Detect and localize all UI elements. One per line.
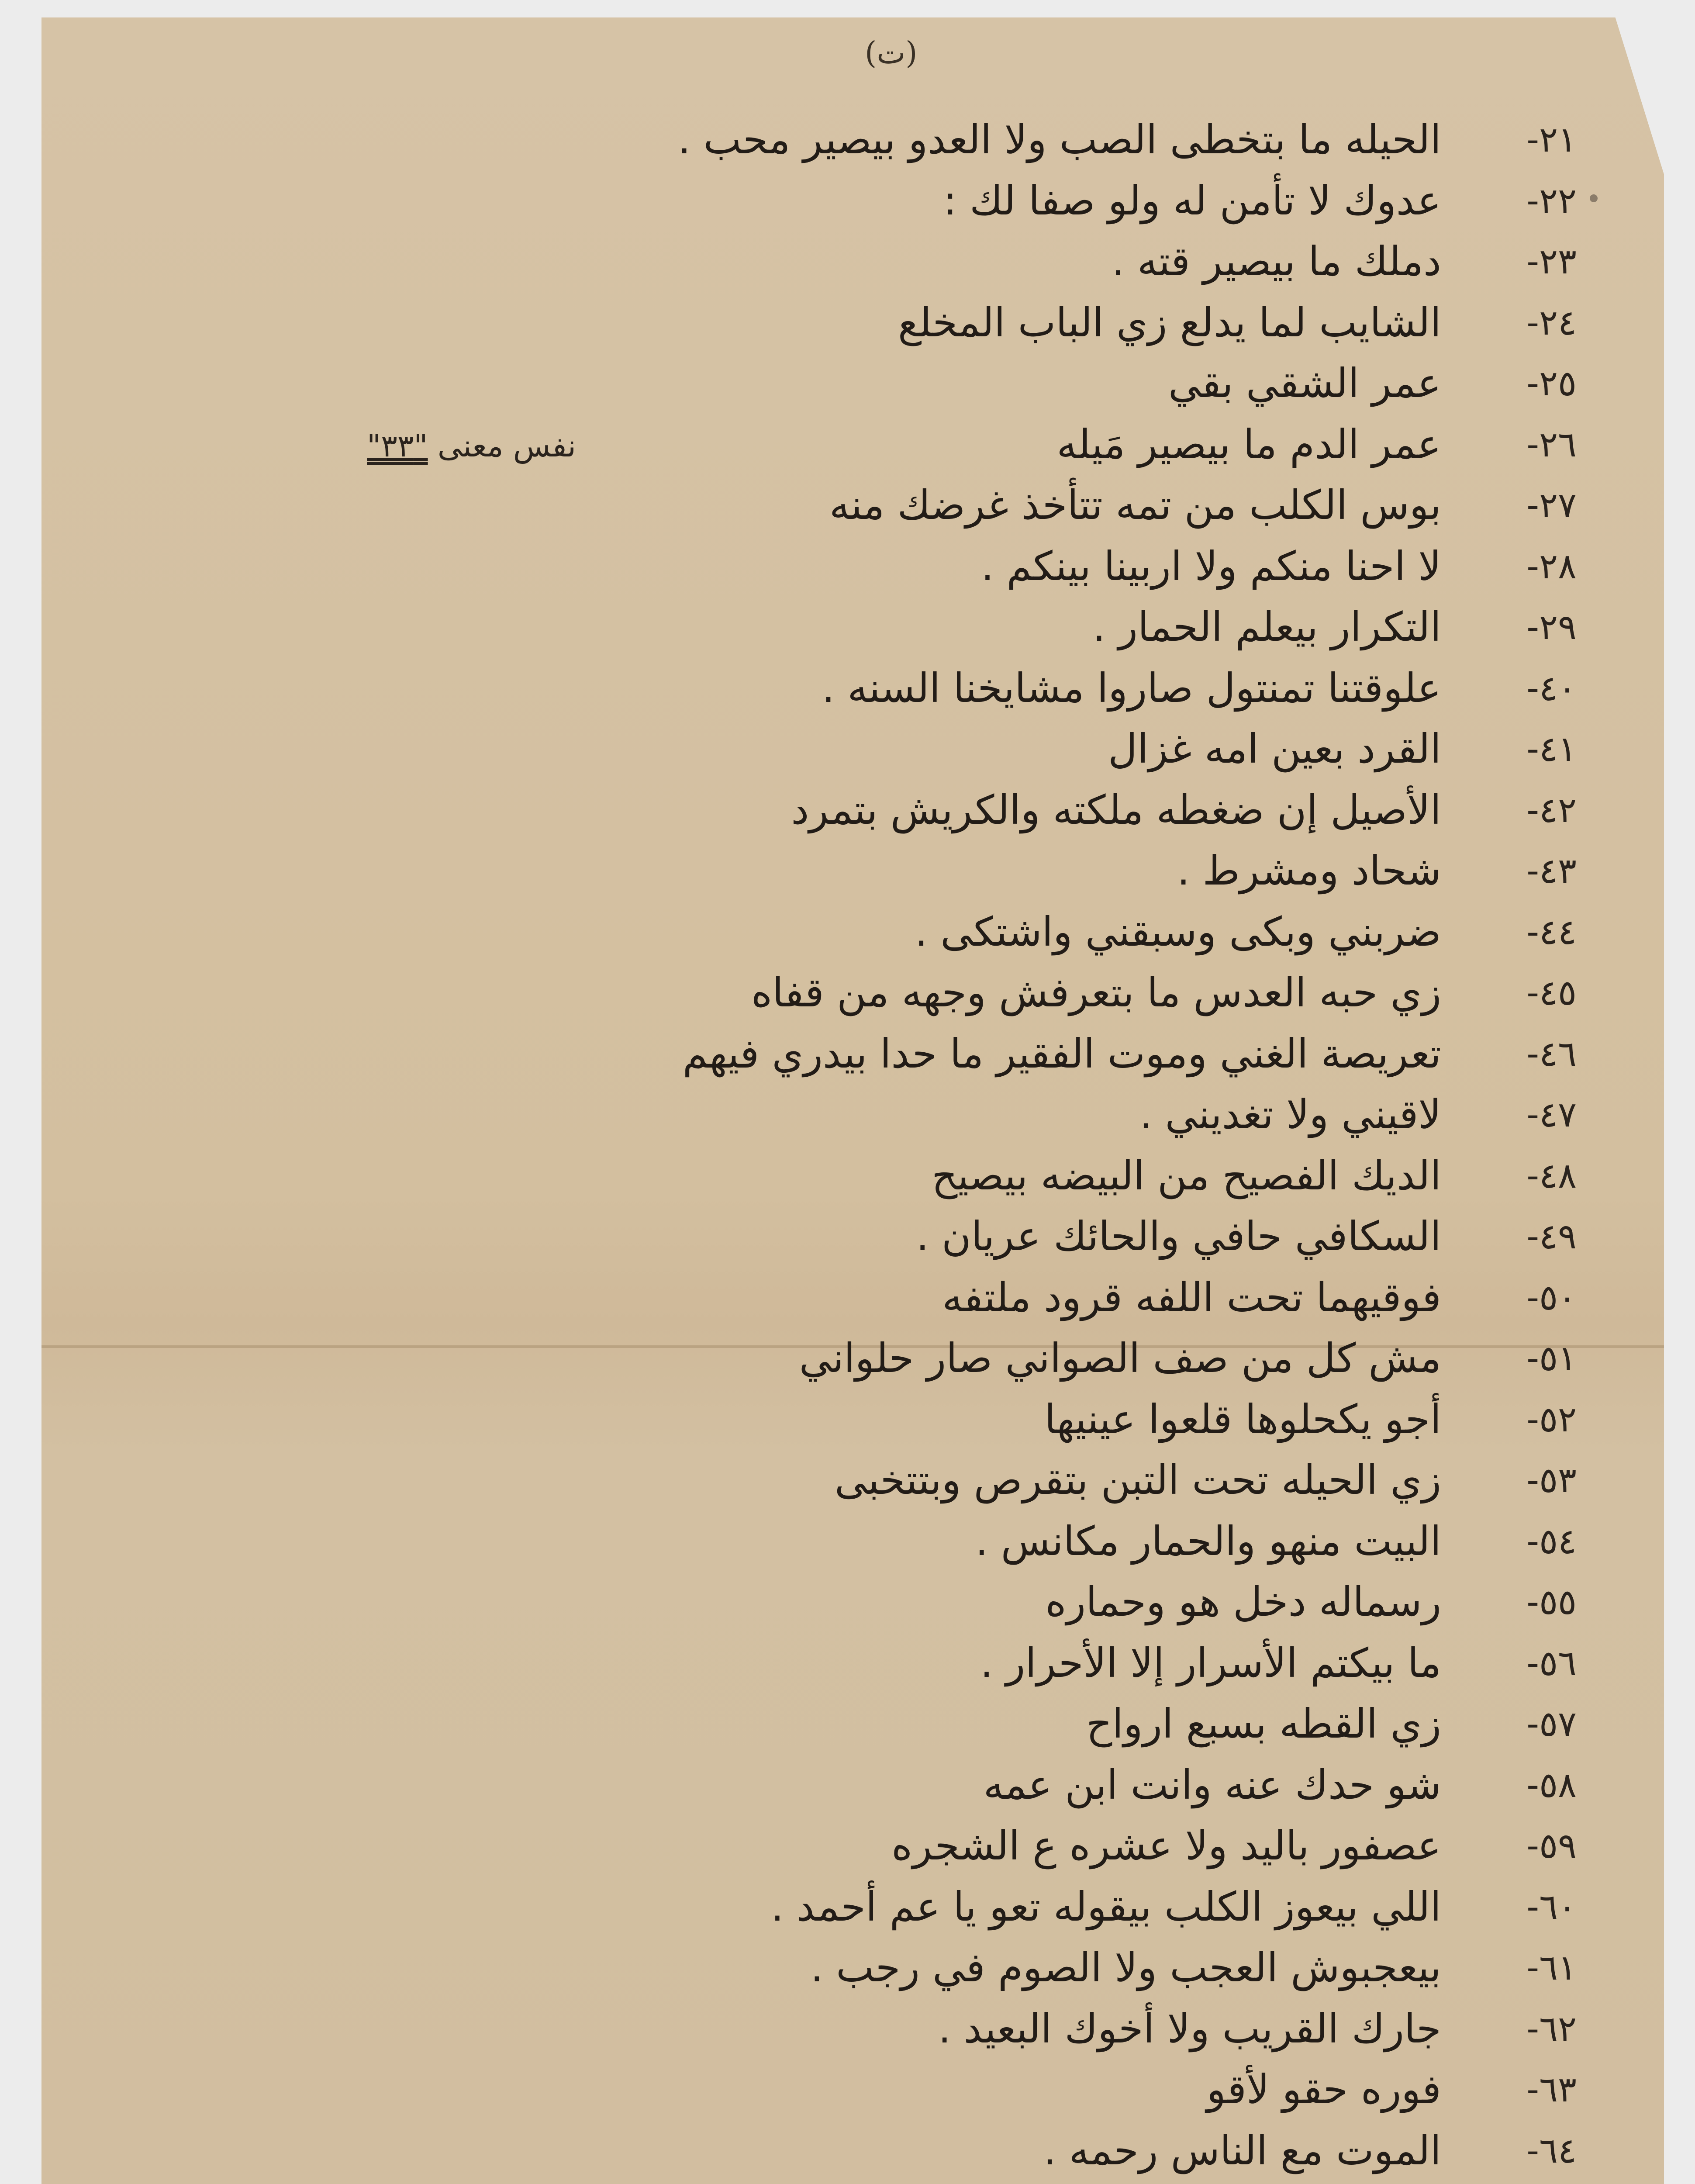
proverb-entry bbox=[144, 414, 1577, 475]
proverb-text: رسماله دخل هو وحماره bbox=[1045, 1579, 1441, 1625]
page-mark: (ت) bbox=[865, 35, 918, 71]
proverb-number: ٥٠- bbox=[1526, 1277, 1577, 1318]
proverb-number: ٦٢- bbox=[1526, 2008, 1577, 2049]
proverb-entry bbox=[144, 1023, 1577, 1085]
proverb-text: شحاد ومشرط . bbox=[1177, 847, 1441, 894]
proverb-number: ٤٤- bbox=[1526, 911, 1577, 952]
margin-note bbox=[367, 428, 576, 464]
proverb-entry bbox=[144, 1572, 1577, 1633]
proverb-entry bbox=[144, 597, 1577, 658]
proverb-number: ٥٦- bbox=[1526, 1642, 1577, 1683]
proverb-entry bbox=[144, 536, 1577, 597]
proverb-number: ٥٧- bbox=[1526, 1704, 1577, 1744]
proverb-number: ٥٥- bbox=[1526, 1582, 1577, 1622]
proverb-number: ٦٣- bbox=[1526, 2069, 1577, 2110]
proverb-entry bbox=[144, 1755, 1577, 1816]
proverb-text: عمر الشقي بقي bbox=[1168, 360, 1441, 407]
proverb-text: عدوك لا تأمن له ولو صفا لك : bbox=[943, 177, 1441, 224]
proverb-text: ما بيكتم الأسرار إلا الأحرار . bbox=[980, 1639, 1441, 1686]
ink-dot bbox=[1590, 194, 1598, 202]
proverb-entry bbox=[144, 962, 1577, 1023]
proverb-entry bbox=[144, 2120, 1577, 2181]
proverb-number: ٤٩- bbox=[1526, 1216, 1577, 1257]
proverb-text: أجو يكحلوها قلعوا عينيها bbox=[1044, 1396, 1441, 1443]
proverb-text: فوره حقو لأقو bbox=[1206, 2066, 1441, 2113]
proverb-entry bbox=[144, 1693, 1577, 1755]
proverb-number: ٤٥- bbox=[1526, 972, 1577, 1013]
proverb-number: ٦٤- bbox=[1526, 2130, 1577, 2171]
proverb-entry bbox=[144, 1206, 1577, 1267]
proverb-text: شو حدك عنه وانت ابن عمه bbox=[983, 1761, 1441, 1808]
proverb-text: زي القطه بسبع ارواح bbox=[1086, 1700, 1441, 1747]
proverb-text: القرد بعين امه غزال bbox=[1108, 726, 1441, 772]
proverb-number: ٢٤- bbox=[1526, 302, 1577, 343]
proverb-entry bbox=[144, 840, 1577, 902]
proverb-entry bbox=[144, 2059, 1577, 2120]
proverb-entry bbox=[144, 1511, 1577, 1572]
proverb-number: ٥٣- bbox=[1526, 1460, 1577, 1500]
proverb-entry bbox=[144, 353, 1577, 414]
proverb-number: ٥٨- bbox=[1526, 1764, 1577, 1805]
proverb-entry bbox=[144, 292, 1577, 353]
proverb-text: الموت مع الناس رحمه . bbox=[1043, 2127, 1441, 2174]
proverb-number: ٥٢- bbox=[1526, 1399, 1577, 1440]
proverb-entry bbox=[144, 719, 1577, 780]
proverb-entry bbox=[144, 1328, 1577, 1389]
proverb-text: لاقيني ولا تغديني . bbox=[1139, 1091, 1441, 1138]
proverb-text: ضربني وبكى وسبقني واشتكى . bbox=[915, 908, 1441, 955]
proverb-number: ٢٨- bbox=[1526, 546, 1577, 587]
proverb-text: فوقيهما تحت اللفه قرود ملتفه bbox=[942, 1274, 1441, 1321]
proverb-number: ٤٢- bbox=[1526, 789, 1577, 830]
proverb-text: الحيله ما بتخطى الصب ولا العدو بيصير محب . bbox=[678, 116, 1441, 163]
proverb-text: زي حبه العدس ما بتعرفش وجهه من قفاه bbox=[751, 969, 1441, 1016]
proverb-number: ٤٠- bbox=[1526, 667, 1577, 708]
proverb-number: ٢٣- bbox=[1526, 241, 1577, 282]
proverb-entry bbox=[144, 780, 1577, 841]
proverb-number: ٢٥- bbox=[1526, 363, 1577, 404]
proverb-entry bbox=[144, 1937, 1577, 1998]
proverb-entry bbox=[144, 2181, 1577, 2184]
proverb-entry bbox=[144, 475, 1577, 536]
proverb-number: ٤٣- bbox=[1526, 850, 1577, 891]
proverb-entry bbox=[144, 231, 1577, 292]
proverb-text: عمر الدم ما بيصير مَيله bbox=[1056, 421, 1441, 468]
proverb-number: ٤٦- bbox=[1526, 1033, 1577, 1074]
proverb-text: عصفور باليد ولا عشره ع الشجره bbox=[891, 1822, 1441, 1869]
proverb-number: ٦٠- bbox=[1526, 1886, 1577, 1927]
proverb-number: ٢١- bbox=[1526, 119, 1577, 160]
proverb-text: زي الحيله تحت التبن بتقرص وبتتخبى bbox=[835, 1457, 1441, 1503]
proverb-text: البيت منهو والحمار مكانس . bbox=[975, 1517, 1441, 1565]
proverb-text: تعريصة الغني وموت الفقير ما حدا بيدري فيهم bbox=[682, 1030, 1441, 1077]
proverb-number: ٥٤- bbox=[1526, 1521, 1577, 1562]
proverb-text: السكافي حافي والحائك عريان . bbox=[916, 1213, 1441, 1260]
proverb-number: ٢٧- bbox=[1526, 485, 1577, 525]
proverb-text: التكرار بيعلم الحمار . bbox=[1093, 604, 1441, 650]
proverb-number: ٥١- bbox=[1526, 1338, 1577, 1379]
proverb-entry bbox=[144, 1815, 1577, 1876]
proverb-text: الديك الفصيح من البيضه بيصيح bbox=[932, 1152, 1441, 1199]
proverb-text: بوس الكلب من تمه تتأخذ غرضك منه bbox=[829, 482, 1441, 529]
proverb-entry bbox=[144, 1876, 1577, 1938]
proverb-text: لا احنا منكم ولا اربينا بينكم . bbox=[981, 543, 1441, 590]
margin-note-ref: "٣٣" bbox=[367, 428, 428, 464]
proverb-entry bbox=[144, 1389, 1577, 1450]
proverb-number: ٦١- bbox=[1526, 1947, 1577, 1988]
proverb-text bbox=[148, 2181, 1441, 2184]
proverb-text: اللي بيعوز الكلب بيقوله تعو يا عم أحمد . bbox=[771, 1883, 1441, 1930]
proverb-text: الشايب لما يدلع زي الباب المخلع bbox=[898, 299, 1441, 346]
proverb-number: ٤٨- bbox=[1526, 1155, 1577, 1196]
proverb-entry bbox=[144, 170, 1577, 232]
proverb-entry bbox=[144, 1084, 1577, 1145]
proverb-text: الأصيل إن ضغطه ملكته والكريش بتمرد bbox=[791, 786, 1441, 833]
proverb-list bbox=[144, 109, 1577, 2184]
proverb-entry bbox=[144, 1998, 1577, 2060]
proverb-entry bbox=[144, 1450, 1577, 1511]
proverb-text: علوقتنا تمنتول صاروا مشايخنا السنه . bbox=[822, 664, 1441, 712]
proverb-text: دملك ما بيصير قته . bbox=[1112, 238, 1441, 285]
proverb-entry bbox=[144, 1145, 1577, 1206]
proverb-number: ٢٢- bbox=[1526, 180, 1577, 221]
proverb-entry bbox=[144, 109, 1577, 170]
proverb-entry bbox=[144, 1633, 1577, 1694]
proverb-number: ٢٩- bbox=[1526, 607, 1577, 647]
proverb-number bbox=[1476, 2181, 1577, 2184]
proverb-number: ٤٧- bbox=[1526, 1094, 1577, 1135]
proverb-entry bbox=[144, 1267, 1577, 1328]
proverb-entry bbox=[144, 658, 1577, 719]
proverb-number: ٢٦- bbox=[1526, 424, 1577, 465]
proverb-text: بيعجبوش العجب ولا الصوم في رجب . bbox=[810, 1944, 1441, 1991]
proverb-text: مش كل من صف الصواني صار حلواني bbox=[799, 1335, 1441, 1382]
proverb-number: ٥٩- bbox=[1526, 1825, 1577, 1866]
proverb-entry bbox=[144, 902, 1577, 963]
proverb-text: جارك القريب ولا أخوك البعيد . bbox=[938, 2005, 1441, 2052]
proverb-number: ٤١- bbox=[1526, 729, 1577, 769]
margin-note-text: نفس معنى bbox=[437, 428, 576, 464]
